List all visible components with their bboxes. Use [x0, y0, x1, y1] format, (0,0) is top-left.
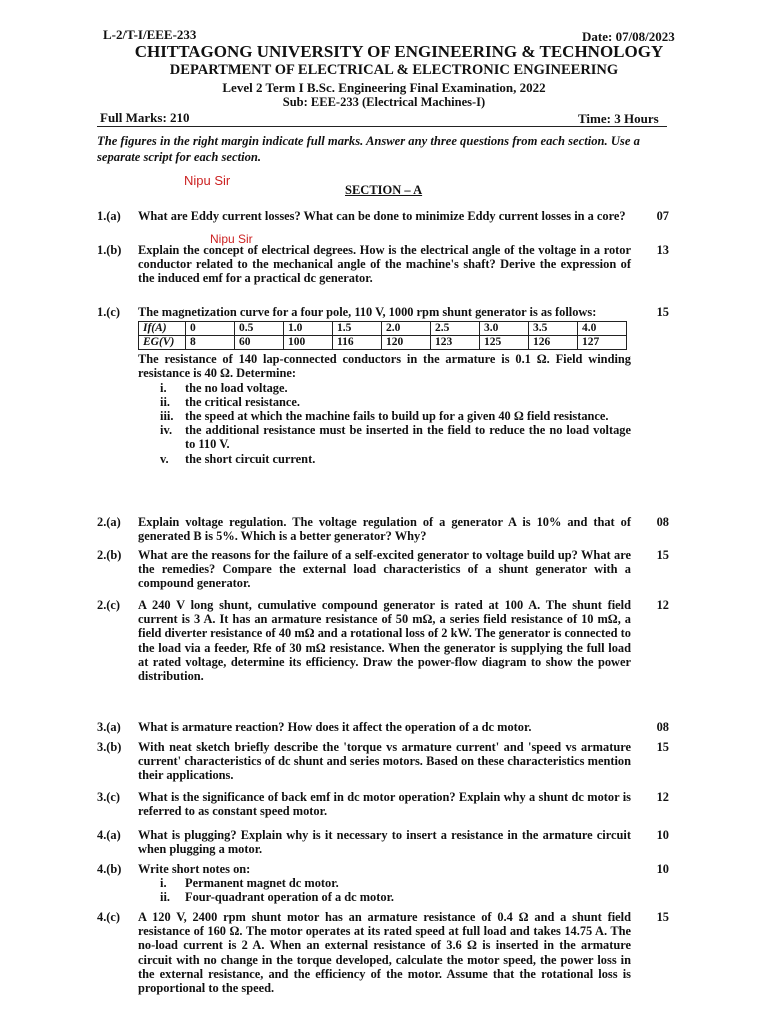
table-cell: 2.5 — [431, 322, 480, 336]
question-number: 1.(a) — [97, 209, 121, 223]
question-intro: Write short notes on: — [138, 862, 251, 876]
row-label: If(A) — [139, 322, 186, 336]
question-marks: 12 — [656, 598, 669, 612]
sub-question-text: the critical resistance. — [185, 394, 301, 409]
sub-question-number: iii. — [160, 409, 174, 424]
question-text: Explain the concept of electrical degrees. How is the electrical angle of the voltage in a rotor conductor related to the mechanical angle of the machine's shaft? Derive the expression of the induced emf for a practical dc generator. — [138, 243, 631, 286]
question-number: 4.(a) — [97, 828, 121, 842]
instructions: The figures in the right margin indicate full marks. Answer any three questions from each section. Use a separate script for each section. — [97, 134, 640, 164]
question-3a — [97, 720, 669, 734]
question-marks: 10 — [656, 862, 669, 876]
table-cell: 0.5 — [235, 322, 284, 336]
table-cell: 1.5 — [333, 322, 382, 336]
question-4b — [97, 862, 669, 905]
subject-line: Sub: EEE-233 (Electrical Machines-I) — [282, 95, 486, 109]
question-text: What are the reasons for the failure of a self-excited generator to voltage build up? What are the remedies? Compare the external load characteristics of a shunt generator with a compound generator. — [138, 548, 631, 591]
header-divider — [97, 126, 667, 127]
handwritten-note: Nipu Sir — [184, 173, 231, 188]
question-number: 1.(b) — [97, 243, 122, 257]
table-cell: 0 — [186, 322, 235, 336]
table-cell: 3.5 — [529, 322, 578, 336]
question-marks: 12 — [656, 790, 669, 804]
question-number: 2.(b) — [97, 548, 122, 562]
sub-question-text: Permanent magnet dc motor. — [185, 876, 339, 891]
table-cell: 8 — [186, 336, 235, 350]
section-title: SECTION – A — [345, 183, 423, 197]
table-row — [139, 336, 627, 350]
exam-title: Level 2 Term I B.Sc. Engineering Final Examination, 2022 — [222, 80, 546, 95]
table-cell: 2.0 — [382, 322, 431, 336]
question-number: 2.(c) — [97, 598, 121, 612]
sub-question-number: i. — [160, 380, 167, 395]
sub-question — [138, 452, 631, 466]
question-number: 4.(b) — [97, 862, 122, 876]
question-1c — [97, 305, 669, 466]
exam-date: Date: 07/08/2023 — [582, 29, 675, 44]
question-number: 1.(c) — [97, 305, 121, 319]
question-text: A 120 V, 2400 rpm shunt motor has an armature resistance of 0.4 Ω and a shunt field resistance of 160 Ω. The motor operates at its rated speed at full load and takes 14.75 A. The no-load current is 2 A. When an external resistance of 3.6 Ω is inserted in the armature circuit with no change in the torque developed, calculate the motor speed, the power loss in the external resistance, and the efficiency of the motor. Assume that the rotational loss is proportional to the speed. — [138, 910, 631, 996]
sub-question-text: the short circuit current. — [185, 451, 316, 466]
table-cell: 116 — [333, 336, 382, 350]
question-3b — [97, 740, 669, 783]
question-marks: 15 — [656, 548, 669, 562]
course-code: L-2/T-I/EEE-233 — [103, 27, 197, 42]
table-cell: 127 — [578, 336, 627, 350]
question-text — [138, 305, 631, 466]
sub-question — [138, 395, 631, 409]
question-text: A 240 V long shunt, cumulative compound generator is rated at 100 A. The shunt field current is 3 A. It has an armature resistance of 50 mΩ, a series field resistance of 10 mΩ, a field diverter resistance of 40 mΩ and a rotational loss of 2 kW. The generator is connected to the load via a feeder, Rfe of 30 mΩ resistance. When the generator is supplying the full load at rated voltage, determine its efficiency. Draw the power-flow diagram to show the power distribution. — [138, 598, 631, 684]
sub-question-text: the additional resistance must be inserted in the field to reduce the no load voltage to 110 V. — [185, 423, 631, 452]
question-4c — [97, 910, 669, 995]
question-marks: 07 — [656, 209, 669, 223]
sub-question-text: the speed at which the machine fails to build up for a given 40 Ω field resistance. — [185, 409, 609, 424]
question-number: 3.(b) — [97, 740, 122, 754]
question-marks: 08 — [656, 515, 669, 529]
table-cell: 3.0 — [480, 322, 529, 336]
question-number: 4.(c) — [97, 910, 121, 924]
question-text: Explain voltage regulation. The voltage regulation of a generator A is 10% and that of generated B is 5%. Which is a better generator? Why? — [138, 515, 631, 544]
department-name: DEPARTMENT OF ELECTRICAL & ELECTRONIC ENGINEERING — [169, 62, 619, 78]
sub-question — [138, 423, 631, 451]
sub-question — [138, 890, 631, 904]
question-1a — [97, 209, 669, 223]
sub-question-text: Four-quadrant operation of a dc motor. — [185, 890, 395, 905]
table-cell: 125 — [480, 336, 529, 350]
question-text: What is the significance of back emf in dc motor operation? Explain why a shunt dc motor is referred to as constant speed motor. — [138, 790, 631, 819]
magnetization-table — [138, 321, 627, 350]
row-label: EG(V) — [139, 336, 186, 350]
table-cell: 4.0 — [578, 322, 627, 336]
question-text: What is plugging? Explain why is it necessary to insert a resistance in the armature circuit when plugging a motor. — [138, 828, 631, 857]
sub-question-text: the no load voltage. — [185, 380, 288, 395]
overlapping-note: Nipu Sir — [210, 232, 253, 246]
question-2a — [97, 515, 669, 543]
question-number: 3.(c) — [97, 790, 121, 804]
sub-question-list — [138, 876, 631, 904]
question-body: The resistance of 140 lap-connected conductors in the armature is 0.1 Ω. Field winding resistance is 40 Ω. Determine: — [138, 352, 631, 381]
sub-question-list — [138, 381, 631, 466]
table-cell: 100 — [284, 336, 333, 350]
sub-question-number: ii. — [160, 890, 170, 905]
question-3c — [97, 790, 669, 818]
sub-question-number: v. — [160, 451, 169, 466]
question-4a — [97, 828, 669, 856]
sub-question-number: iv. — [160, 423, 173, 438]
question-text: With neat sketch briefly describe the 'torque vs armature current' and 'speed vs armature current' characteristics of dc shunt and series motors. Based on these characteristics mention their applications. — [138, 740, 631, 783]
table-cell: 126 — [529, 336, 578, 350]
full-marks: Full Marks: 210 — [100, 110, 190, 125]
sub-question — [138, 876, 631, 890]
question-number: 2.(a) — [97, 515, 121, 529]
question-1b — [97, 243, 669, 286]
sub-question-number: i. — [160, 876, 167, 891]
question-intro: The magnetization curve for a four pole, 110 V, 1000 rpm shunt generator is as follows: — [138, 305, 597, 319]
question-marks: 13 — [656, 243, 669, 257]
question-2c — [97, 598, 669, 683]
question-text: What is armature reaction? How does it affect the operation of a dc motor. — [138, 720, 532, 734]
table-cell: 120 — [382, 336, 431, 350]
table-cell: 60 — [235, 336, 284, 350]
table-cell: 123 — [431, 336, 480, 350]
table-row — [139, 322, 627, 336]
question-marks: 15 — [656, 910, 669, 924]
question-text: What are Eddy current losses? What can be done to minimize Eddy current losses in a core? — [138, 209, 626, 223]
question-number: 3.(a) — [97, 720, 121, 734]
question-marks: 10 — [656, 828, 669, 842]
question-marks: 15 — [656, 305, 669, 319]
sub-question — [138, 381, 631, 395]
question-marks: 15 — [656, 740, 669, 754]
table-cell: 1.0 — [284, 322, 333, 336]
time-allowed: Time: 3 Hours — [578, 111, 659, 126]
sub-question — [138, 409, 631, 423]
question-text — [138, 862, 631, 905]
question-marks: 08 — [656, 720, 669, 734]
question-2b — [97, 548, 669, 591]
university-name: CHITTAGONG UNIVERSITY OF ENGINEERING & TECHNOLOGY — [134, 42, 664, 61]
sub-question-number: ii. — [160, 394, 170, 409]
